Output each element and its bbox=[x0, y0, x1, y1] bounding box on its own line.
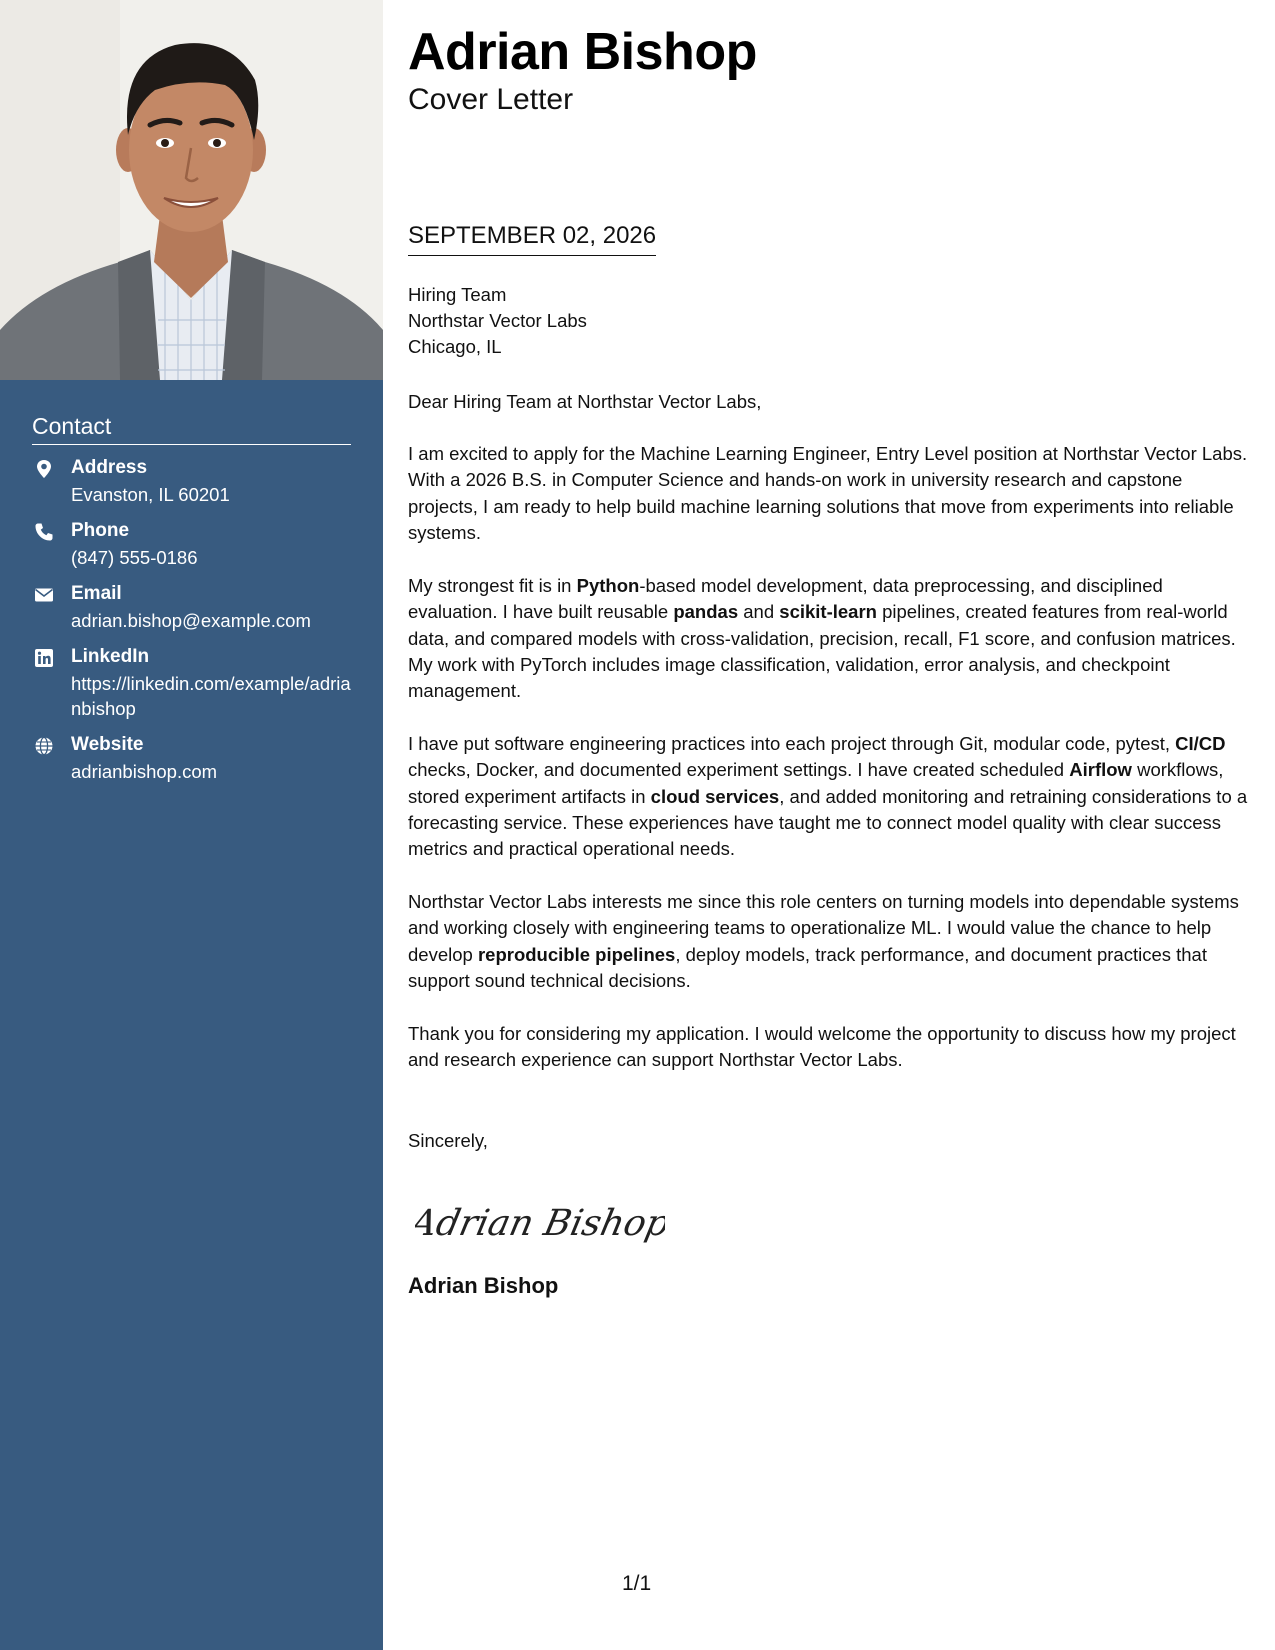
email-value[interactable]: adrian.bishop@example.com bbox=[71, 610, 311, 631]
website-value[interactable]: adrianbishop.com bbox=[71, 761, 218, 782]
applicant-name: Adrian Bishop bbox=[408, 23, 757, 81]
paragraph-intro: I am excited to apply for the Machine Learning Engineer, Entry Level position at Northstar Vector Labs. With a 2026 B.S. in Computer Science and hands-on work in university research and capstone projects, I am ready to help build machine learning solutions that move from experiments into reliable systems. bbox=[408, 443, 1248, 543]
map-pin-icon bbox=[34, 459, 54, 479]
phone-icon bbox=[34, 522, 54, 542]
phone-value: (847) 555-0186 bbox=[71, 547, 198, 568]
linkedin-icon bbox=[34, 648, 54, 668]
paragraph-closing: Thank you for considering my application. I would welcome the opportunity to discuss how my project and research experience can support Northstar Vector Labs. bbox=[408, 1023, 1236, 1071]
signer-name: Adrian Bishop bbox=[408, 1273, 559, 1298]
linkedin-label: LinkedIn bbox=[71, 646, 150, 667]
document-subtitle: Cover Letter bbox=[408, 83, 574, 116]
handwritten-signature bbox=[415, 1185, 665, 1270]
recipient-block bbox=[408, 282, 587, 360]
svg-text:Adrian Bishop: Adrian Bishop bbox=[415, 1201, 665, 1244]
paragraph-engineering: I have put software engineering practices into each project through Git, modular code, pytest, CI/CD checks, Docker, and documented experiment settings. I have created scheduled Airflow workflows, stored experiment artifacts in cloud services, and added monitoring and retraining considerations to a forecasting service. These experiences have taught me to connect model quality with clear success metrics and practical operational needs. bbox=[408, 733, 1248, 860]
salutation: Dear Hiring Team at Northstar Vector Labs, bbox=[408, 391, 762, 412]
letter-date: SEPTEMBER 02, 2026 bbox=[408, 222, 656, 256]
closing-word: Sincerely, bbox=[408, 1130, 488, 1151]
website-label: Website bbox=[71, 734, 144, 755]
phone-label: Phone bbox=[71, 520, 130, 541]
recipient-line: Chicago, IL bbox=[408, 336, 502, 357]
page-number: 1/1 bbox=[622, 1572, 652, 1595]
contact-heading: Contact bbox=[32, 413, 351, 445]
profile-photo bbox=[0, 0, 383, 380]
address-label: Address bbox=[71, 457, 148, 478]
recipient-line: Northstar Vector Labs bbox=[408, 310, 587, 331]
recipient-line: Hiring Team bbox=[408, 284, 507, 305]
linkedin-value[interactable]: https://linkedin.com/example/adrianbishop bbox=[71, 673, 351, 719]
envelope-icon bbox=[34, 585, 54, 605]
paragraph-motivation: Northstar Vector Labs interests me since this role centers on turning models into dependable systems and working closely with engineering teams to operationalize ML. I would value the chance to help develop reproducible pipelines, deploy models, track performance, and document practices that support sound technical decisions. bbox=[408, 891, 1239, 991]
email-label: Email bbox=[71, 583, 122, 604]
address-value: Evanston, IL 60201 bbox=[71, 484, 230, 505]
paragraph-skills: My strongest fit is in Python-based model development, data preprocessing, and disciplined evaluation. I have built reusable pandas and scikit-learn pipelines, created features from real-world data, and compared models with cross-validation, precision, recall, F1 score, and confusion matrices. My work with PyTorch includes image classification, validation, error analysis, and checkpoint management. bbox=[408, 575, 1236, 702]
globe-icon bbox=[34, 736, 54, 756]
